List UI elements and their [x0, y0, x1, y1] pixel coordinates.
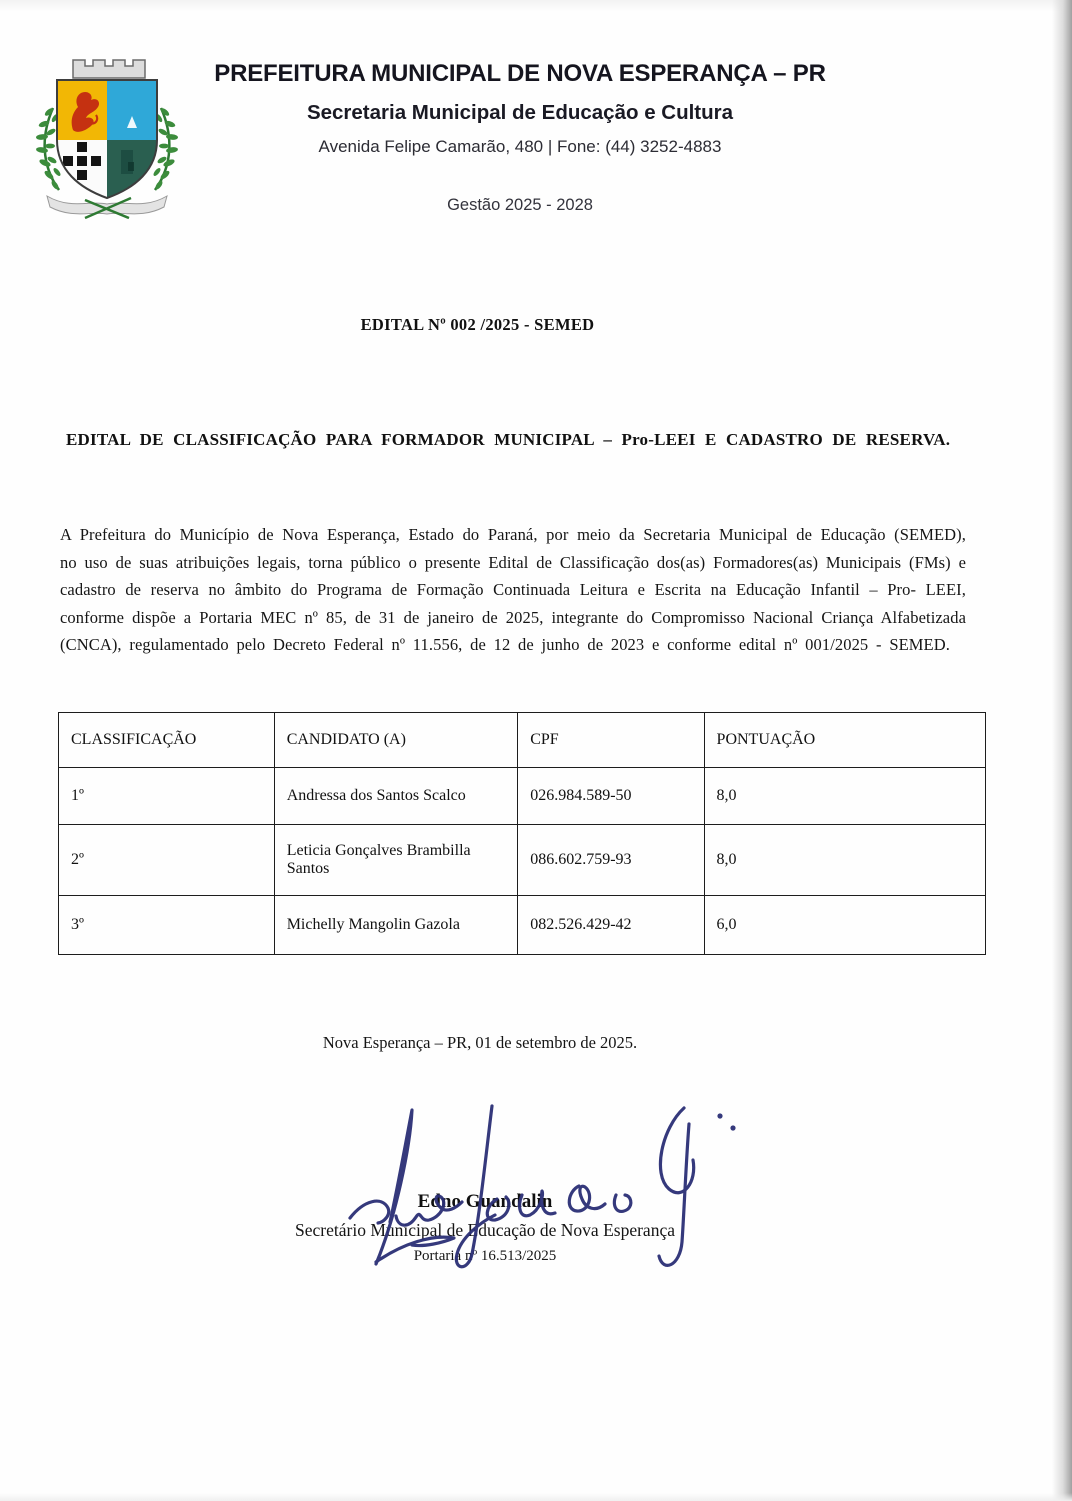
header-pontuacao: PONTUAÇÃO — [704, 713, 985, 768]
org-title: PREFEITURA MUNICIPAL DE NOVA ESPERANÇA – PR — [214, 60, 826, 87]
signer-name: Edno Guandalin — [417, 1191, 553, 1212]
address-phone-line: Avenida Felipe Camarão, 480 | Fone: (44) 3252-4883 — [318, 137, 722, 156]
cpf-cell: 086.602.759-93 — [518, 825, 704, 896]
cpf-cell: 082.526.429-42 — [518, 896, 704, 955]
rank-cell: 1º — [59, 768, 275, 825]
rank-cell: 2º — [59, 825, 275, 896]
edital-number-heading: EDITAL Nº 002 /2025 - SEMED — [360, 315, 595, 334]
score-cell: 6,0 — [704, 896, 985, 955]
body-paragraph: A Prefeitura do Município de Nova Esperança, Estado do Paraná, por meio da Secretaria Municipal de Educação (SEMED), no uso de suas atribuições legais, torna público o presente Edital de Classificação dos(as) Formadores(as) Municipais (FMs) e cadastro de reserva no âmbito do Programa de Formação Continuada Leitura e Escrita na Educação Infantil – Pro- LEEI, conforme dispõe a Portaria MEC nº 85, de 31 de janeiro de 2025, integrante do Compromisso Nacional Criança Alfabetizada (CNCA), regulamentado pelo Decreto Federal nº 11.556, de 12 de junho de 2023 e conforme edital nº 001/2025 - SEMED. — [60, 525, 966, 654]
signature-ink-dots — [717, 1113, 735, 1130]
mural-crown-icon — [73, 60, 145, 78]
scan-edge-bottom — [0, 1493, 1072, 1501]
score-cell: 8,0 — [704, 768, 985, 825]
scan-edge-right — [1052, 0, 1072, 1501]
score-cell: 8,0 — [704, 825, 985, 896]
signer-role: Secretário Municipal de Educação de Nova Esperança — [295, 1220, 675, 1240]
candidate-cell: Michelly Mangolin Gazola — [274, 896, 518, 955]
table-header-row — [59, 713, 986, 768]
header-candidato: CANDIDATO (A) — [274, 713, 518, 768]
department-subtitle: Secretaria Municipal de Educação e Cultura — [306, 101, 734, 124]
candidate-cell: Andressa dos Santos Scalco — [274, 768, 518, 825]
table-row — [59, 825, 986, 896]
header-cpf: CPF — [518, 713, 704, 768]
rank-cell: 3º — [59, 896, 275, 955]
table-row — [59, 896, 986, 955]
signer-ordinance: Portaria nº 16.513/2025 — [413, 1248, 557, 1264]
cpf-cell: 026.984.589-50 — [518, 768, 704, 825]
document-title: EDITAL DE CLASSIFICAÇÃO PARA FORMADOR MUNICIPAL – Pro-LEEI E CADASTRO DE RESERVA. — [66, 430, 951, 449]
administration-term: Gestão 2025 - 2028 — [447, 196, 593, 214]
place-date-line: Nova Esperança – PR, 01 de setembro de 2025. — [322, 1033, 638, 1052]
handwritten-signature — [332, 1096, 752, 1281]
classification-table — [58, 712, 986, 955]
table-row — [59, 768, 986, 825]
header-classificacao: CLASSIFICAÇÃO — [59, 713, 275, 768]
candidate-cell: Leticia Gonçalves Brambilla Santos — [274, 825, 518, 896]
scan-edge-top — [0, 0, 1072, 12]
